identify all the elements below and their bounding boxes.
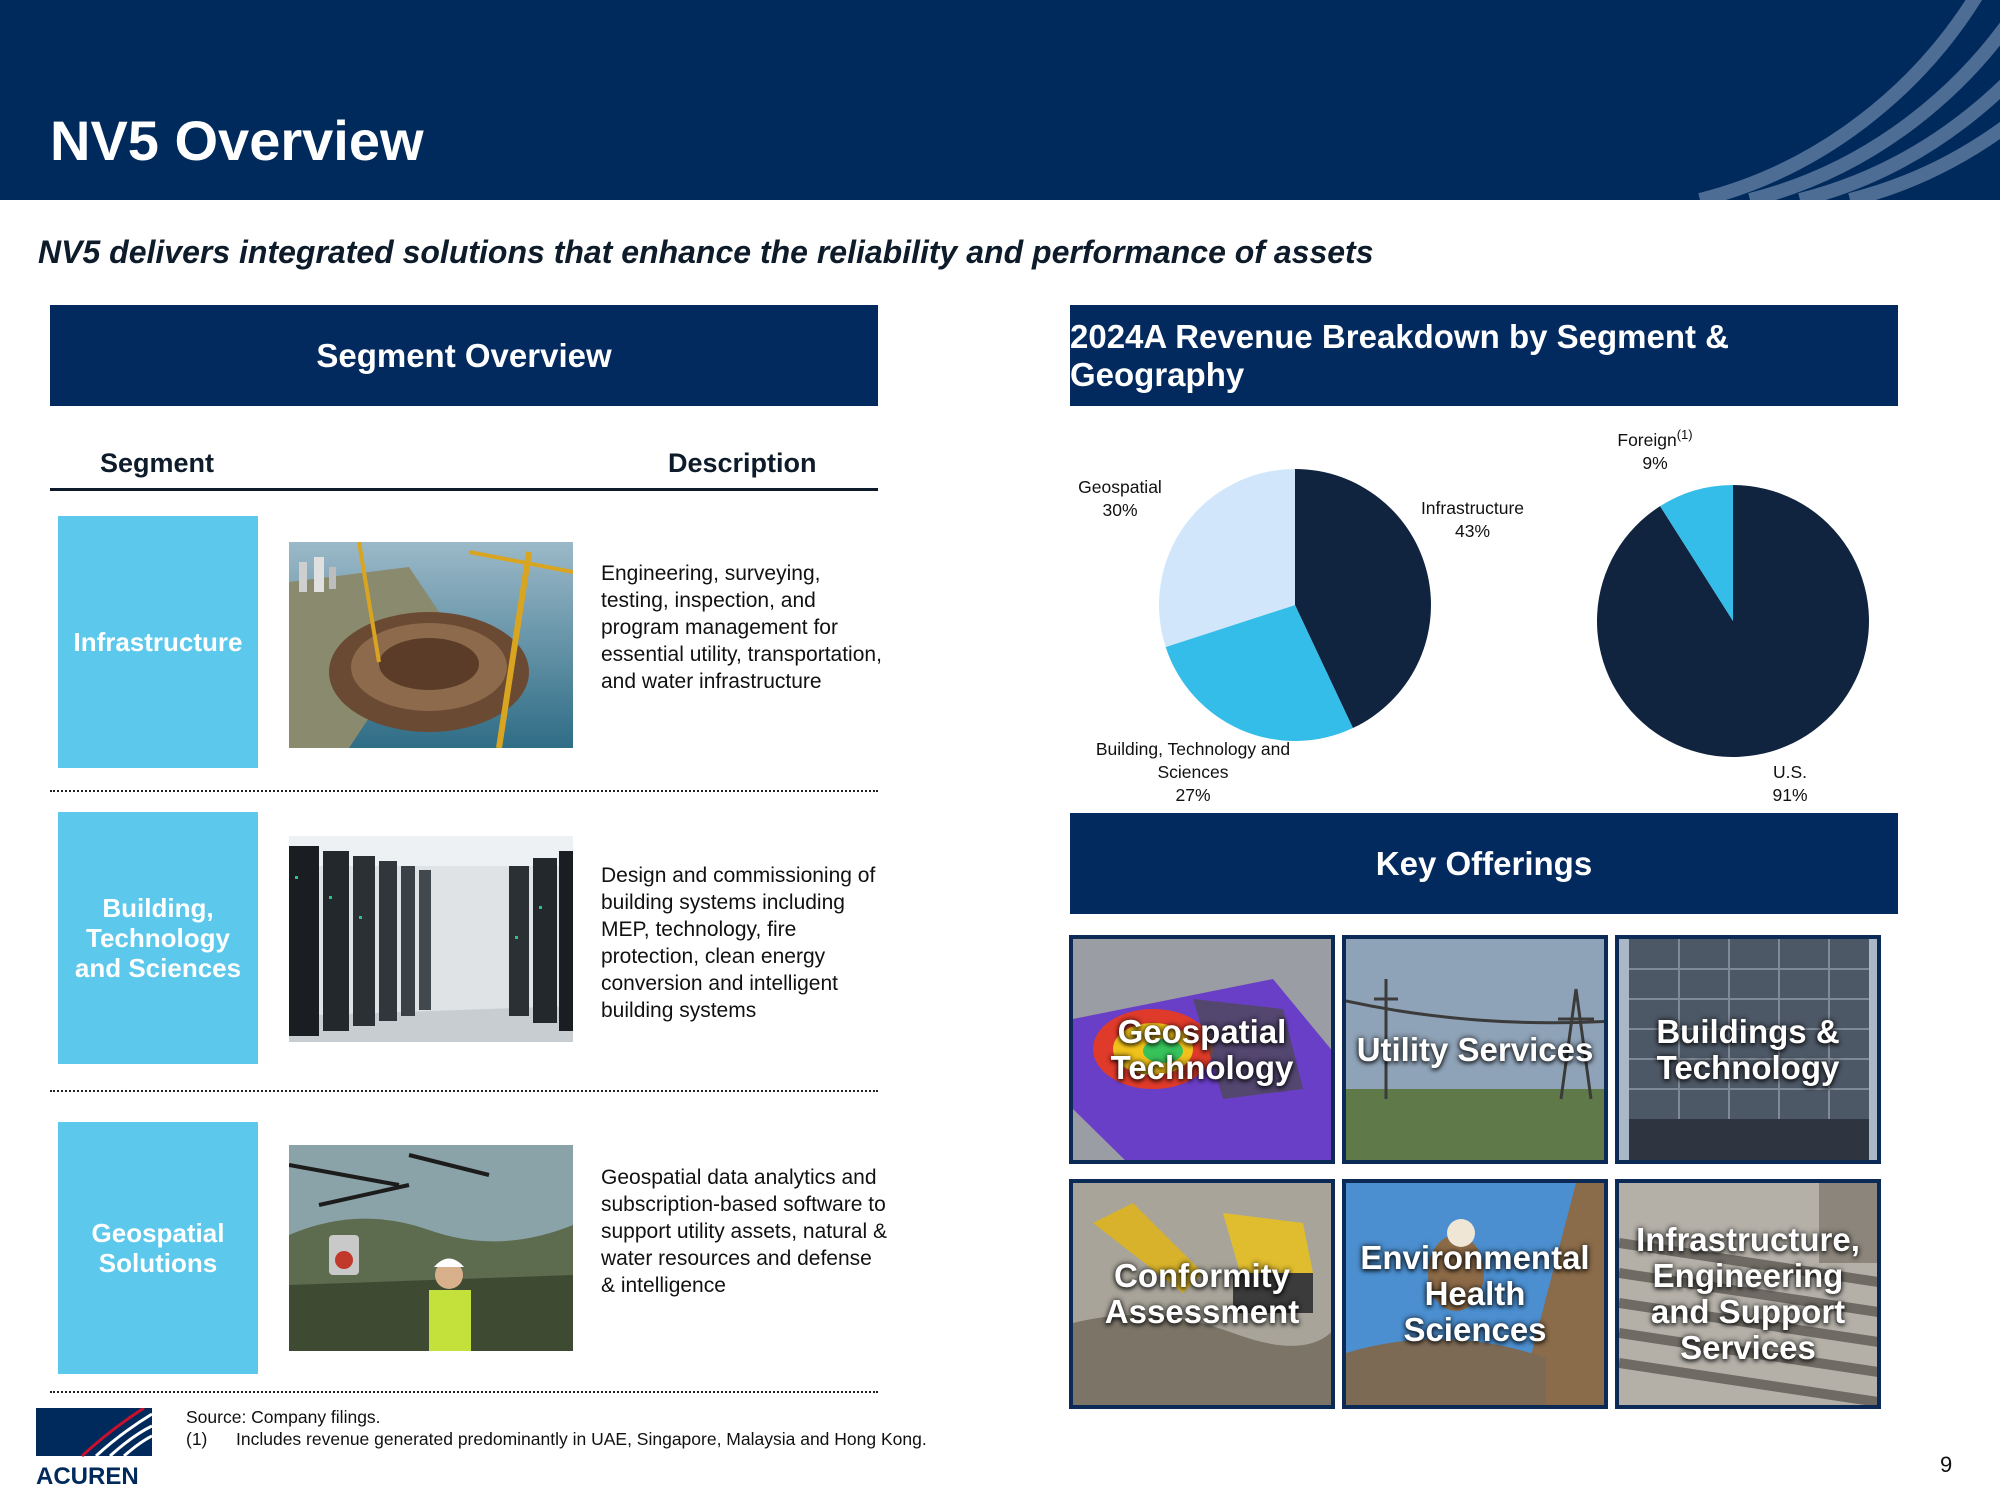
offering-tile-buildings-technology xyxy=(1615,935,1881,1164)
segment-pie-chart xyxy=(1150,460,1440,750)
offering-label: Geospatial Technology xyxy=(1110,1012,1294,1086)
revenue-breakdown-header xyxy=(1070,305,1898,406)
offering-label: Environmental Health Sciences xyxy=(1360,1239,1590,1348)
pie-label-building-technology-sciences: Building, Technology and Sciences 27% xyxy=(1095,739,1291,805)
revenue-breakdown-title: 2024A Revenue Breakdown by Segment & Geography xyxy=(1070,317,1730,393)
offering-tile-infrastructure-engineering-support xyxy=(1615,1179,1881,1409)
pie-label-geospatial: Geospatial 30% xyxy=(1078,477,1162,520)
segment-label-building-technology-sciences: Building, Technology and Sciences xyxy=(58,812,258,1064)
row-divider xyxy=(50,790,878,792)
geography-pie-chart xyxy=(1588,480,1878,770)
source-note: Source: Company filings. xyxy=(186,1407,381,1427)
offering-tile-geospatial-technology xyxy=(1069,935,1335,1164)
acuren-logo xyxy=(36,1408,152,1488)
offering-tile-conformity-assessment xyxy=(1069,1179,1335,1409)
description-column-header: Description xyxy=(668,448,817,478)
offering-label: Infrastructure, Engineering and Support Services xyxy=(1636,1221,1860,1366)
drone-operator-photo xyxy=(289,1145,573,1351)
page-number: 9 xyxy=(1940,1452,1953,1477)
pie-label-infrastructure: Infrastructure 43% xyxy=(1420,498,1525,541)
segment-label-infrastructure: Infrastructure xyxy=(58,516,258,768)
row-divider xyxy=(50,1391,878,1393)
segment-overview-header xyxy=(50,305,878,406)
header-stripes-decoration xyxy=(1580,0,2000,200)
offering-label: Conformity Assessment xyxy=(1104,1257,1300,1330)
row-divider xyxy=(50,1090,878,1092)
segment-label-geospatial-solutions: Geospatial Solutions xyxy=(58,1122,258,1374)
segment-overview-title: Segment Overview xyxy=(316,336,612,374)
pie-label-foreign: Foreign$^{(1)}$ 9% xyxy=(1617,427,1693,473)
segment-description-infrastructure: Engineering, surveying, testing, inspection, and program management for essential utility, transportation, and water infrastructure xyxy=(601,562,882,693)
segment-description-building-technology-sciences: Design and commissioning of building systems including MEP, technology, fire protection, clean energy conversion and intelligent building systems xyxy=(601,864,876,1022)
footnotes xyxy=(186,1406,927,1450)
offering-tile-utility-services xyxy=(1342,935,1608,1164)
offering-label: Buildings & Technology xyxy=(1656,1012,1840,1086)
offering-tile-environmental-health-sciences xyxy=(1342,1179,1608,1409)
footnote-1: (1) Includes revenue generated predominantly in UAE, Singapore, Malaysia and Hong Kong. xyxy=(186,1429,927,1449)
svg-text:ACUREN: ACUREN xyxy=(36,1463,139,1488)
pie-label-us: U.S. 91% xyxy=(1772,762,1808,805)
header-banner xyxy=(0,0,2000,200)
data-center-photo xyxy=(289,836,573,1042)
column-header-rule xyxy=(50,488,878,491)
page-subtitle: NV5 delivers integrated solutions that enhance the reliability and performance of assets xyxy=(38,234,1374,270)
key-offerings-header xyxy=(1070,813,1898,914)
segment-column-header: Segment xyxy=(100,448,215,478)
construction-site-photo xyxy=(289,542,573,748)
key-offerings-title: Key Offerings xyxy=(1375,844,1593,882)
segment-description-geospatial-solutions: Geospatial data analytics and subscription-based software to support utility assets, natural & water resources and defense & intelligence xyxy=(601,1166,887,1297)
page-title: NV5 Overview xyxy=(50,109,424,172)
offering-label: Utility Services xyxy=(1356,1030,1594,1068)
